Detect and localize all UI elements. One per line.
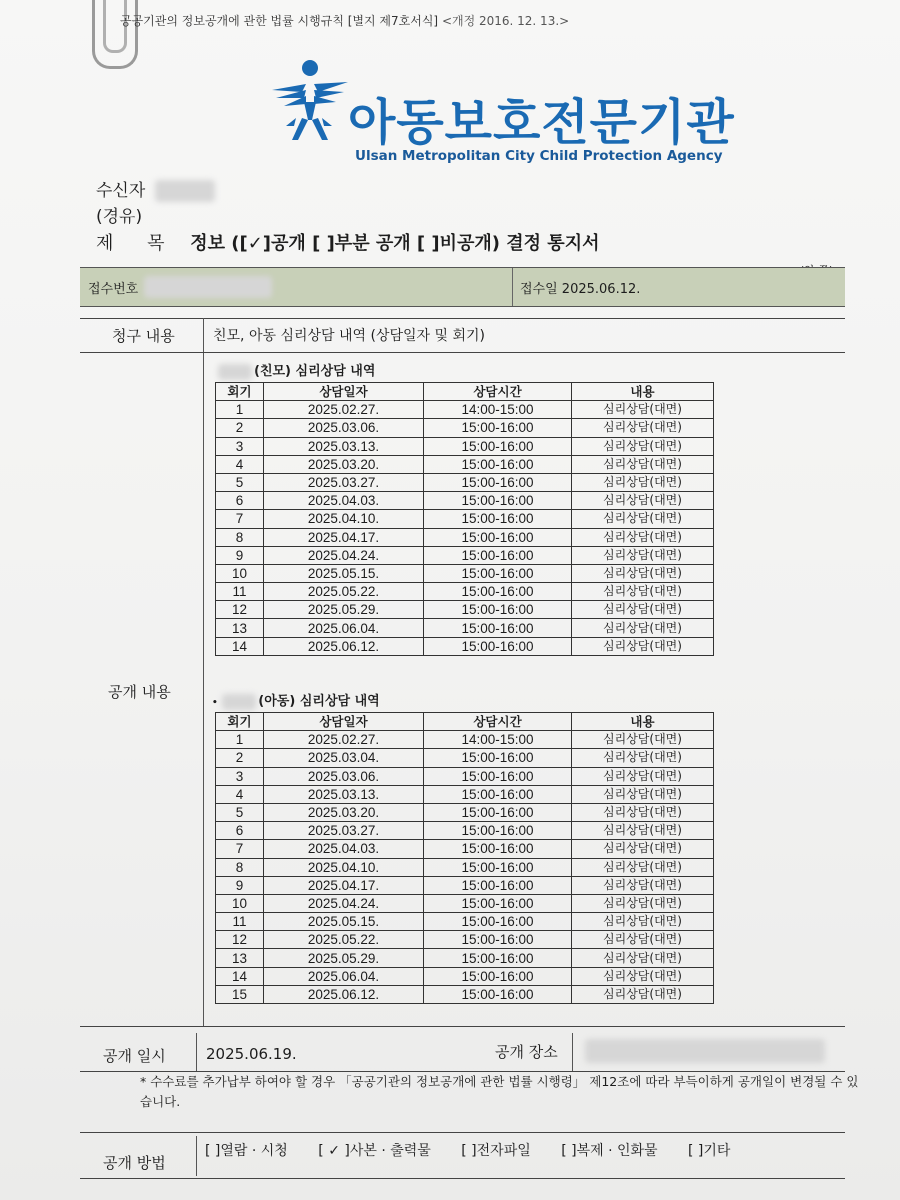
- session-cell: 10: [216, 894, 264, 912]
- content-cell: 심리상담(대면): [572, 840, 714, 858]
- date-cell: 2025.03.13.: [264, 437, 424, 455]
- child-figure-logo-icon: [262, 56, 352, 146]
- time-cell: 15:00-16:00: [424, 749, 572, 767]
- method-option-view: [ ]열람 · 시청: [205, 1143, 288, 1159]
- session-cell: 10: [216, 564, 264, 582]
- form-reference-text: 공공기관의 정보공개에 관한 법률 시행규칙 [별지 제7호서식]: [120, 14, 439, 28]
- date-cell: 2025.02.27.: [264, 731, 424, 749]
- time-cell: 15:00-16:00: [424, 583, 572, 601]
- date-cell: 2025.06.04.: [264, 619, 424, 637]
- time-cell: 15:00-16:00: [424, 931, 572, 949]
- method-option-electronic: [ ]전자파일: [461, 1143, 531, 1159]
- time-cell: 15:00-16:00: [424, 455, 572, 473]
- date-cell: 2025.03.20.: [264, 455, 424, 473]
- session-cell: 12: [216, 601, 264, 619]
- date-cell: 2025.04.17.: [264, 876, 424, 894]
- recipient-line: [96, 176, 215, 202]
- table-row: [216, 419, 714, 437]
- date-cell: 2025.06.12.: [264, 637, 424, 655]
- time-cell: 15:00-16:00: [424, 510, 572, 528]
- content-cell: 심리상담(대면): [572, 876, 714, 894]
- column-header: 상담일자: [264, 713, 424, 731]
- table-row: [216, 894, 714, 912]
- time-cell: 15:00-16:00: [424, 876, 572, 894]
- disclosure-date-value: 2025.06.19.: [206, 1045, 297, 1063]
- time-cell: 14:00-15:00: [424, 731, 572, 749]
- receipt-date: 접수일 2025.06.12.: [520, 282, 641, 297]
- table-header-row: [216, 383, 714, 401]
- content-cell: 심리상담(대면): [572, 967, 714, 985]
- method-option-copy: [ ✓ ]사본 · 출력물: [318, 1143, 431, 1159]
- divider: [80, 1026, 845, 1027]
- table-row: [216, 510, 714, 528]
- session-cell: 14: [216, 637, 264, 655]
- table-row: [216, 546, 714, 564]
- session-cell: 13: [216, 619, 264, 637]
- session-cell: 4: [216, 785, 264, 803]
- time-cell: 15:00-16:00: [424, 822, 572, 840]
- date-cell: 2025.03.06.: [264, 419, 424, 437]
- content-cell: 심리상담(대면): [572, 785, 714, 803]
- table-row: [216, 528, 714, 546]
- table-row: [216, 731, 714, 749]
- table-row: [216, 785, 714, 803]
- table-header-row: [216, 713, 714, 731]
- column-header: 내용: [572, 383, 714, 401]
- content-cell: 심리상담(대면): [572, 749, 714, 767]
- time-cell: 15:00-16:00: [424, 913, 572, 931]
- table-row: [216, 840, 714, 858]
- table-2-title: • (아동) 심리상담 내역: [212, 694, 380, 709]
- content-cell: 심리상담(대면): [572, 767, 714, 785]
- date-cell: 2025.04.10.: [264, 510, 424, 528]
- session-cell: 11: [216, 913, 264, 931]
- time-cell: 15:00-16:00: [424, 419, 572, 437]
- table-row: [216, 767, 714, 785]
- redacted-recipient: [155, 180, 215, 202]
- time-cell: 15:00-16:00: [424, 967, 572, 985]
- content-cell: 심리상담(대면): [572, 564, 714, 582]
- session-cell: 14: [216, 967, 264, 985]
- content-cell: 심리상담(대면): [572, 822, 714, 840]
- session-cell: 12: [216, 931, 264, 949]
- table-row: [216, 803, 714, 821]
- time-cell: 15:00-16:00: [424, 601, 572, 619]
- table-row: [216, 455, 714, 473]
- date-cell: 2025.04.24.: [264, 894, 424, 912]
- content-cell: 심리상담(대면): [572, 546, 714, 564]
- session-cell: 13: [216, 949, 264, 967]
- table-row: [216, 401, 714, 419]
- label-column-divider: [203, 318, 204, 1026]
- table-row: [216, 967, 714, 985]
- content-cell: 심리상담(대면): [572, 419, 714, 437]
- date-cell: 2025.03.27.: [264, 473, 424, 491]
- date-cell: 2025.03.27.: [264, 822, 424, 840]
- session-cell: 6: [216, 492, 264, 510]
- method-option-replica: [ ]복제 · 인화물: [561, 1143, 658, 1159]
- session-cell: 2: [216, 419, 264, 437]
- table-row: [216, 564, 714, 582]
- date-cell: 2025.05.22.: [264, 583, 424, 601]
- request-text: 친모, 아동 심리상담 내역 (상담일자 및 회기): [213, 328, 485, 344]
- form-revision: <개정 2016. 12. 13.>: [441, 14, 570, 28]
- receipt-number-label: 접수번호: [88, 282, 139, 297]
- content-cell: 심리상담(대면): [572, 473, 714, 491]
- session-cell: 6: [216, 822, 264, 840]
- content-cell: 심리상담(대면): [572, 583, 714, 601]
- date-cell: 2025.04.10.: [264, 858, 424, 876]
- table-2-title-text: (아동) 심리상담 내역: [258, 694, 380, 709]
- table-row: [216, 473, 714, 491]
- content-cell: 심리상담(대면): [572, 858, 714, 876]
- method-label: 공개 방법: [103, 1154, 166, 1172]
- session-cell: 8: [216, 858, 264, 876]
- recipient-label: 수신자: [96, 181, 146, 201]
- place-column-divider: [572, 1033, 573, 1071]
- date-column-divider: [196, 1033, 197, 1071]
- date-cell: 2025.03.20.: [264, 803, 424, 821]
- session-cell: 5: [216, 473, 264, 491]
- time-cell: 15:00-16:00: [424, 949, 572, 967]
- session-cell: 3: [216, 767, 264, 785]
- date-cell: 2025.04.17.: [264, 528, 424, 546]
- table-row: [216, 437, 714, 455]
- time-cell: 15:00-16:00: [424, 785, 572, 803]
- table-row: [216, 583, 714, 601]
- method-option-other: [ ]기타: [688, 1143, 731, 1159]
- session-cell: 8: [216, 528, 264, 546]
- date-cell: 2025.05.15.: [264, 913, 424, 931]
- session-cell: 5: [216, 803, 264, 821]
- redacted-place: [585, 1039, 825, 1063]
- method-column-divider: [196, 1136, 197, 1176]
- session-cell: 2: [216, 749, 264, 767]
- column-header: 회기: [216, 713, 264, 731]
- date-cell: 2025.02.27.: [264, 401, 424, 419]
- table-row: [216, 637, 714, 655]
- counseling-table-mother: [215, 382, 714, 656]
- time-cell: 15:00-16:00: [424, 637, 572, 655]
- date-cell: 2025.03.13.: [264, 785, 424, 803]
- time-cell: 15:00-16:00: [424, 492, 572, 510]
- table-row: [216, 913, 714, 931]
- session-cell: 9: [216, 546, 264, 564]
- agency-logo: [262, 56, 735, 171]
- session-cell: 3: [216, 437, 264, 455]
- table-row: [216, 858, 714, 876]
- receipt-divider: [512, 268, 513, 306]
- content-cell: 심리상담(대면): [572, 894, 714, 912]
- agency-name-korean: 아동보호전문기관: [348, 94, 735, 151]
- table-row: [216, 601, 714, 619]
- time-cell: 15:00-16:00: [424, 564, 572, 582]
- paper-clip: [92, 0, 138, 69]
- table-row: [216, 876, 714, 894]
- content-cell: 심리상담(대면): [572, 528, 714, 546]
- time-cell: 14:00-15:00: [424, 401, 572, 419]
- table-row: [216, 492, 714, 510]
- date-cell: 2025.06.12.: [264, 985, 424, 1003]
- time-cell: 15:00-16:00: [424, 473, 572, 491]
- counseling-table-child: [215, 712, 714, 1004]
- disclosure-label: 공개 내용: [108, 683, 171, 701]
- request-label: 청구 내용: [112, 327, 175, 345]
- content-cell: 심리상담(대면): [572, 949, 714, 967]
- date-cell: 2025.04.03.: [264, 840, 424, 858]
- content-cell: 심리상담(대면): [572, 931, 714, 949]
- session-cell: 1: [216, 731, 264, 749]
- divider: [80, 352, 845, 353]
- content-cell: 심리상담(대면): [572, 601, 714, 619]
- date-cell: 2025.05.22.: [264, 931, 424, 949]
- date-cell: 2025.04.24.: [264, 546, 424, 564]
- content-cell: 심리상담(대면): [572, 913, 714, 931]
- divider: [80, 1132, 845, 1133]
- agency-name-english: Ulsan Metropolitan City Child Protection Agency: [355, 148, 723, 164]
- content-cell: 심리상담(대면): [572, 619, 714, 637]
- time-cell: 15:00-16:00: [424, 985, 572, 1003]
- fee-notice: * 수수료를 추가납부 하여야 할 경우 「공공기관의 정보공개에 관한 법률 시행령」 제12조에 따라 부득이하게 공개일이 변경될 수 있습니다.: [140, 1074, 859, 1109]
- session-cell: 11: [216, 583, 264, 601]
- time-cell: 15:00-16:00: [424, 546, 572, 564]
- table-row: [216, 931, 714, 949]
- content-cell: 심리상담(대면): [572, 803, 714, 821]
- table-1-title: [218, 360, 375, 380]
- session-cell: 9: [216, 876, 264, 894]
- time-cell: 15:00-16:00: [424, 619, 572, 637]
- content-cell: 심리상담(대면): [572, 455, 714, 473]
- content-cell: 심리상담(대면): [572, 985, 714, 1003]
- divider: [80, 1178, 845, 1179]
- session-cell: 15: [216, 985, 264, 1003]
- table-row: [216, 985, 714, 1003]
- date-cell: 2025.05.29.: [264, 949, 424, 967]
- date-cell: 2025.04.03.: [264, 492, 424, 510]
- date-cell: 2025.05.15.: [264, 564, 424, 582]
- table-row: [216, 749, 714, 767]
- redacted-name: [218, 364, 252, 380]
- table-row: [216, 822, 714, 840]
- content-cell: 심리상담(대면): [572, 401, 714, 419]
- column-header: 회기: [216, 383, 264, 401]
- disclosure-date-label: 공개 일시: [103, 1047, 166, 1065]
- time-cell: 15:00-16:00: [424, 840, 572, 858]
- via-label: (경유): [96, 207, 143, 227]
- table-row: [216, 949, 714, 967]
- disclosure-place-label: 공개 장소: [495, 1043, 558, 1061]
- redacted-name: [222, 694, 256, 710]
- via-line: [96, 202, 142, 227]
- time-cell: 15:00-16:00: [424, 858, 572, 876]
- column-header: 상담시간: [424, 383, 572, 401]
- content-cell: 심리상담(대면): [572, 492, 714, 510]
- column-header: 상담시간: [424, 713, 572, 731]
- date-cell: 2025.06.04.: [264, 967, 424, 985]
- column-header: 상담일자: [264, 383, 424, 401]
- subject-line: [96, 229, 599, 255]
- time-cell: 15:00-16:00: [424, 437, 572, 455]
- subject-label: 제 목: [96, 233, 179, 254]
- time-cell: 15:00-16:00: [424, 803, 572, 821]
- session-cell: 7: [216, 510, 264, 528]
- table-1-title-text: (친모) 심리상담 내역: [254, 364, 376, 379]
- column-header: 내용: [572, 713, 714, 731]
- form-reference: [120, 12, 569, 29]
- divider: [80, 318, 845, 319]
- redacted-receipt-number: [144, 276, 272, 298]
- time-cell: 15:00-16:00: [424, 528, 572, 546]
- subject-title: 정보 ([✓]공개 [ ]부분 공개 [ ]비공개) 결정 통지서: [190, 233, 600, 254]
- table-row: [216, 619, 714, 637]
- content-cell: 심리상담(대면): [572, 510, 714, 528]
- session-cell: 4: [216, 455, 264, 473]
- date-cell: 2025.03.06.: [264, 767, 424, 785]
- receipt-bar: [80, 267, 845, 307]
- time-cell: 15:00-16:00: [424, 767, 572, 785]
- date-cell: 2025.05.29.: [264, 601, 424, 619]
- time-cell: 15:00-16:00: [424, 894, 572, 912]
- date-cell: 2025.03.04.: [264, 749, 424, 767]
- session-cell: 7: [216, 840, 264, 858]
- content-cell: 심리상담(대면): [572, 731, 714, 749]
- method-options: [205, 1140, 756, 1160]
- content-cell: 심리상담(대면): [572, 637, 714, 655]
- session-cell: 1: [216, 401, 264, 419]
- content-cell: 심리상담(대면): [572, 437, 714, 455]
